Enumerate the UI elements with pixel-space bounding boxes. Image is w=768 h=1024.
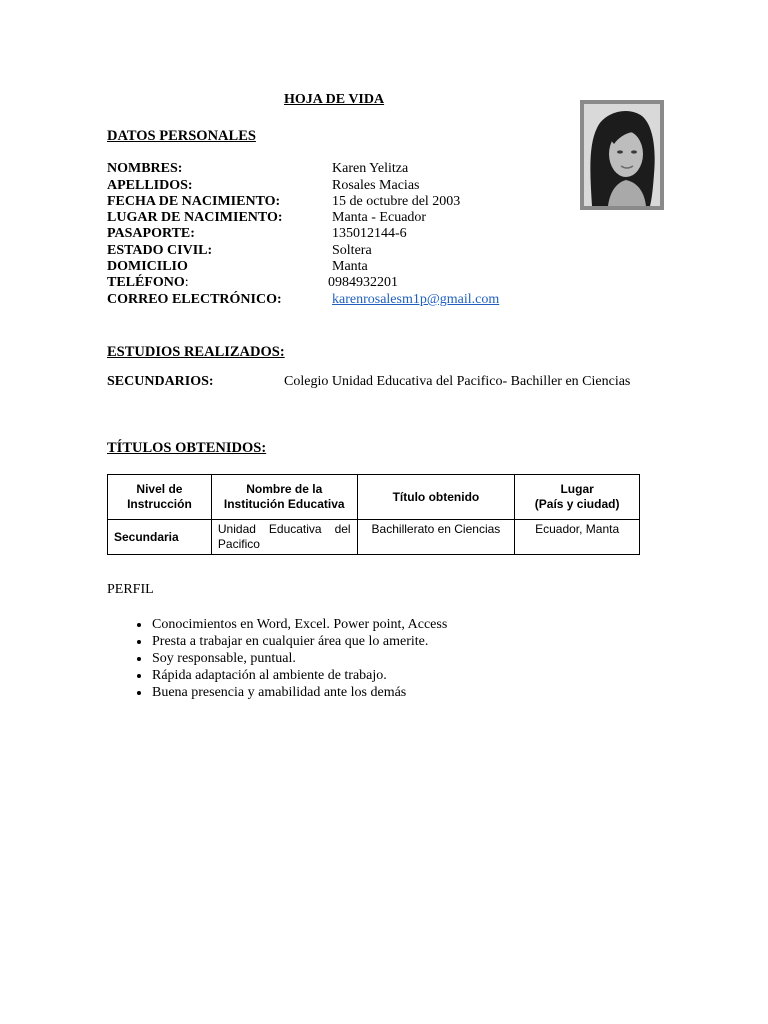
perfil-list <box>107 616 447 701</box>
estudios-heading: ESTUDIOS REALIZADOS: <box>107 344 285 360</box>
datos-personales-heading: DATOS PERSONALES <box>107 128 256 144</box>
cell-institucion: Unidad Educativa del Pacifico <box>211 520 357 555</box>
label-nombres: NOMBRES: <box>107 161 183 176</box>
header-nivel <box>108 475 212 520</box>
cell-titulo: Bachillerato en Ciencias <box>357 520 515 555</box>
email-link[interactable]: karenrosalesm1p@gmail.com <box>332 292 500 307</box>
value-lugar-nacimiento: Manta - Ecuador <box>332 210 427 225</box>
label-apellidos: APELLIDOS: <box>107 177 193 193</box>
header-institucion-line-2: Institución Educativa <box>223 497 345 511</box>
cell-nivel: Secundaria <box>108 520 212 555</box>
label-fecha-nacimiento: FECHA DE NACIMIENTO: <box>107 194 281 209</box>
cell-lugar: Ecuador, Manta <box>515 520 640 555</box>
header-institucion-line-1: Nombre de la <box>246 482 323 496</box>
row-pasaporte <box>107 226 627 242</box>
header-titulo-line-1: Título obtenido <box>392 489 480 504</box>
header-institucion <box>211 475 357 520</box>
secundarios-label: SECUNDARIOS: <box>107 374 214 389</box>
label-telefono <box>107 275 189 291</box>
table-row <box>108 520 640 555</box>
row-domicilio <box>107 259 627 275</box>
value-telefono: 0984932201 <box>328 275 398 290</box>
value-nombres: Karen Yelitza <box>332 161 409 176</box>
label-telefono-colon: : <box>184 275 189 290</box>
row-fecha-nacimiento <box>107 194 627 210</box>
row-apellidos <box>107 178 627 194</box>
row-correo <box>107 292 627 308</box>
header-nivel-line-1: Nivel de <box>136 482 183 496</box>
label-pasaporte: PASAPORTE: <box>107 226 195 241</box>
label-correo: CORREO ELECTRÓNICO: <box>107 292 282 307</box>
list-item: • Presta a trabajar en cualquier área que lo amerite. <box>151 633 447 650</box>
list-item: • Buena presencia y amabilidad ante los demás <box>151 684 447 701</box>
value-estado-civil: Soltera <box>332 242 372 258</box>
row-lugar-nacimiento <box>107 210 627 226</box>
list-item: • Conocimientos en Word, Excel. Power point, Access <box>151 616 447 633</box>
list-item: • Rápida adaptación al ambiente de trabajo. <box>151 667 447 684</box>
secundarios-value: Colegio Unidad Educativa del Pacifico- Bachiller en Ciencias <box>284 374 631 389</box>
label-domicilio: DOMICILIO <box>107 259 188 274</box>
label-lugar-nacimiento: LUGAR DE NACIMIENTO: <box>107 210 283 225</box>
value-fecha-nacimiento: 15 de octubre del 2003 <box>332 194 461 209</box>
document-title: HOJA DE VIDA <box>284 92 385 107</box>
row-nombres <box>107 161 627 177</box>
row-estado-civil <box>107 243 627 259</box>
header-lugar-line-1: Lugar <box>560 482 594 496</box>
header-titulo <box>357 475 515 520</box>
header-lugar-line-2: (País y ciudad) <box>534 497 620 511</box>
header-lugar <box>515 475 640 520</box>
perfil-heading: PERFIL <box>107 582 154 597</box>
value-pasaporte: 135012144-6 <box>332 226 407 241</box>
header-nivel-line-2: Instrucción <box>127 497 192 511</box>
row-telefono <box>107 275 627 291</box>
titulos-table <box>107 474 640 555</box>
value-domicilio: Manta <box>332 259 368 274</box>
titulos-heading: TÍTULOS OBTENIDOS: <box>107 440 267 456</box>
table-header-row <box>108 475 640 520</box>
list-item: • Soy responsable, puntual. <box>151 650 447 667</box>
value-apellidos: Rosales Macias <box>332 177 420 193</box>
label-telefono-text: TELÉFONO <box>107 275 185 290</box>
label-estado-civil: ESTADO CIVIL: <box>107 242 213 258</box>
